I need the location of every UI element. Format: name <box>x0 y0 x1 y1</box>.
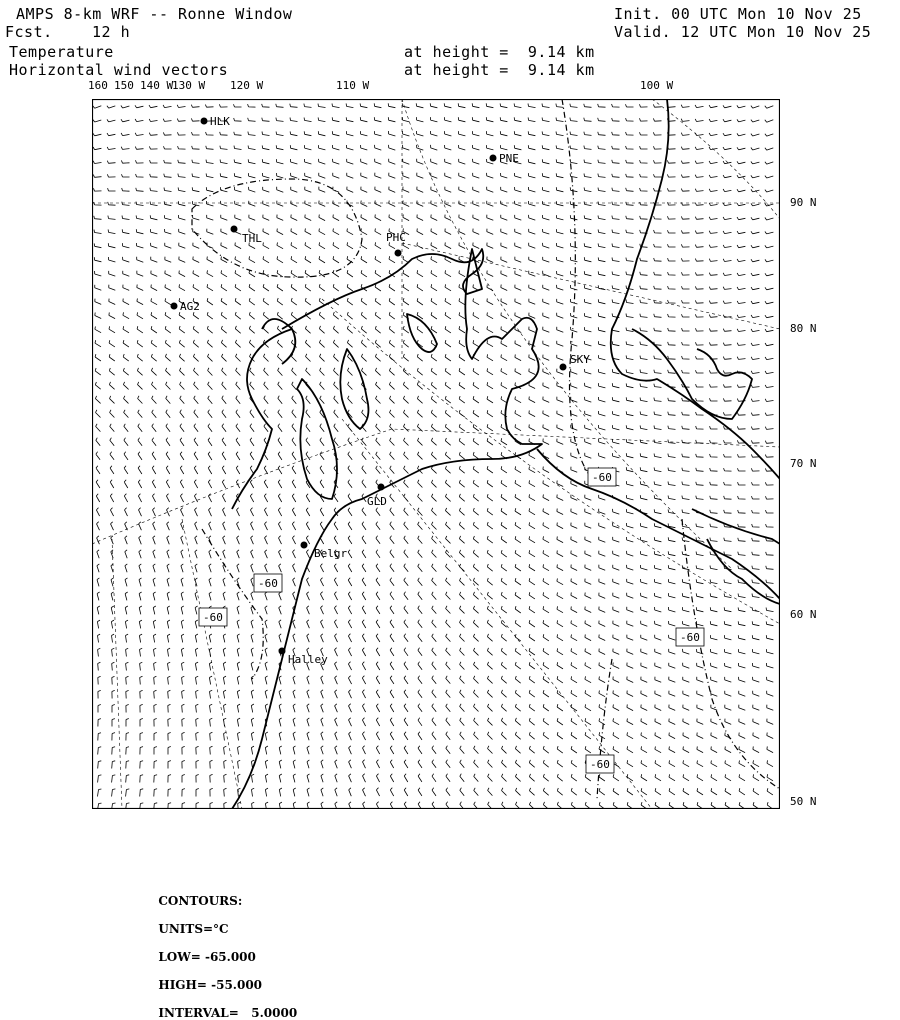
station-marker-halley <box>279 648 286 655</box>
station-marker-gld <box>378 484 385 491</box>
station-label-thl: THL <box>242 232 262 245</box>
station-label-ag2: AG2 <box>180 300 200 313</box>
map-title: AMPS 8-km WRF -- Ronne Window <box>16 5 293 23</box>
lon-label: 100 W <box>640 79 674 92</box>
field-height-temperature: at height = 9.14 km <box>404 43 595 61</box>
lon-label: 150 <box>114 79 134 92</box>
station-marker-pne <box>490 155 497 162</box>
contour-interval: INTERVAL= 5.0000 <box>158 1006 298 1020</box>
ice-rise <box>297 379 337 499</box>
lon-label: 160 <box>88 79 108 92</box>
station-label-pne: PNE <box>499 152 519 165</box>
lon-label: 130 W <box>172 79 206 92</box>
lat-label: 70 N <box>790 457 817 470</box>
wind-barbs <box>93 103 774 809</box>
lat-label: 80 N <box>790 322 817 335</box>
contours-label: CONTOURS: <box>158 894 243 908</box>
berkner-island <box>340 349 368 429</box>
station-label-gld: GLD <box>367 495 387 508</box>
contour-label: -60 <box>590 758 610 771</box>
lat-label: 50 N <box>790 795 817 808</box>
map-canvas <box>92 99 780 809</box>
contour-label: -60 <box>680 631 700 644</box>
station-marker-phc <box>395 250 402 257</box>
station-marker-hlk <box>201 118 208 125</box>
wind-vector-field <box>93 103 774 809</box>
contour-units: UNITS=°C <box>158 922 229 936</box>
field-height-wind: at height = 9.14 km <box>404 61 595 79</box>
field-name-temperature: Temperature <box>9 43 114 61</box>
lon-label: 120 W <box>230 79 264 92</box>
lon-label: 140 W <box>140 79 174 92</box>
station-marker-sky <box>560 364 567 371</box>
meridian-line <box>652 99 780 219</box>
station-label-phc: PHC <box>386 231 406 244</box>
latitude-line-60n <box>322 299 780 624</box>
station-marker-thl <box>231 226 238 233</box>
station-marker-belgr <box>301 542 308 549</box>
station-label-sky: SKY <box>570 353 590 366</box>
valid-time: Valid. 12 UTC Mon 10 Nov 25 <box>614 23 872 41</box>
field-name-wind: Horizontal wind vectors <box>9 61 229 79</box>
east-coast-lower <box>692 509 780 544</box>
contour-low: LOW= -65.000 <box>158 950 256 964</box>
contour-label: -60 <box>203 611 223 624</box>
latitude-line-80n <box>402 243 780 329</box>
contour-high: HIGH= -55.000 <box>158 978 263 992</box>
antarctic-interior-coast <box>232 329 292 509</box>
station-label-hlk: HLK <box>210 115 230 128</box>
lat-label: 90 N <box>790 196 817 209</box>
contour-label: -60 <box>258 577 278 590</box>
contour-label: -60 <box>592 471 612 484</box>
station-label-belgr: Belgr <box>314 547 348 560</box>
map-panel <box>92 99 780 809</box>
lon-label: 110 W <box>336 79 370 92</box>
ellsworth-coast <box>537 449 780 599</box>
meridian-line <box>182 519 242 809</box>
contour-line <box>192 179 362 277</box>
east-coast-islands <box>632 329 752 419</box>
contour-line <box>202 529 263 679</box>
lat-label: 60 N <box>790 608 817 621</box>
forecast-label: Fcst. <box>5 23 53 41</box>
temperature-contours <box>192 99 780 799</box>
station-marker-ag2 <box>171 303 178 310</box>
east-coast-lower-2 <box>707 539 780 604</box>
station-label-halley: Halley <box>288 653 328 666</box>
meridian-line <box>112 539 122 809</box>
init-time: Init. 00 UTC Mon 10 Nov 25 <box>614 5 862 23</box>
contour-info-footer <box>150 880 297 1020</box>
forecast-hours: 12 h <box>92 23 131 41</box>
